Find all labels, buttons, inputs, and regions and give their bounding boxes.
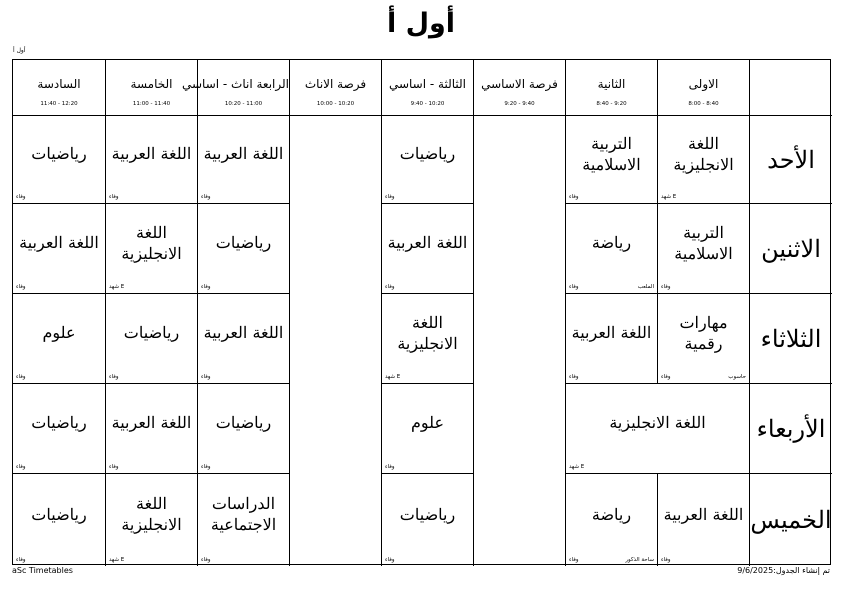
lesson-cell: [197, 383, 289, 473]
period-header: [381, 60, 473, 115]
break-cell: [473, 293, 565, 383]
lesson-subject: اللغة الانجليزية: [121, 222, 182, 263]
break-cell: [473, 203, 565, 293]
lesson-teacher: وفاء: [109, 194, 119, 200]
break-cell: [473, 473, 565, 566]
period-time: 10:20 - 11:00: [224, 101, 263, 107]
lesson-cell: [565, 383, 749, 473]
period-name: الثالثة - اساسي: [388, 77, 467, 91]
lesson-subject: رياضيات: [31, 144, 87, 164]
lesson-subject: اللغة العربية: [387, 233, 468, 253]
lesson-teacher: E شهد: [385, 374, 401, 380]
lesson-teacher: E شهد: [661, 194, 677, 200]
lesson-teacher: وفاء: [201, 374, 211, 380]
lesson-subject: اللغة العربية: [203, 144, 284, 164]
break-cell: [289, 293, 381, 383]
lesson-room: الملعب: [637, 284, 654, 290]
break-cell: [289, 203, 381, 293]
break-cell: [473, 383, 565, 473]
lesson-teacher: وفاء: [201, 464, 211, 470]
lesson-cell: [105, 383, 197, 473]
lesson-cell: [197, 203, 289, 293]
period-time: 11:40 - 12:20: [40, 101, 78, 107]
lesson-teacher: وفاء: [16, 557, 26, 563]
lesson-cell: [13, 203, 105, 293]
lesson-cell: [565, 473, 657, 566]
lesson-teacher: وفاء: [661, 557, 671, 563]
lesson-subject: التربية الاسلامية: [674, 222, 733, 263]
lesson-subject: اللغة الانجليزية: [121, 494, 182, 534]
lesson-subject: علوم: [411, 413, 445, 433]
lesson-teacher: وفاء: [569, 194, 579, 200]
lesson-subject: علوم: [42, 323, 76, 343]
period-name: السادسة: [37, 77, 81, 91]
lesson-cell: [105, 203, 197, 293]
period-time: 8:00 - 8:40: [688, 101, 719, 107]
lesson-room: حاسوب: [728, 374, 746, 380]
lesson-cell: [565, 293, 657, 383]
lesson-cell: [105, 473, 197, 566]
lesson-teacher: E شهد: [109, 557, 125, 563]
lesson-subject: اللغة الانجليزية: [609, 413, 706, 433]
lesson-cell: [105, 115, 197, 203]
lesson-subject: اللغة العربية: [663, 504, 744, 524]
day-header: [749, 115, 832, 203]
lesson-subject: رياضة: [591, 233, 632, 253]
period-header: [289, 60, 381, 115]
period-name: الثانية: [597, 77, 626, 91]
lesson-subject: اللغة العربية: [203, 323, 284, 343]
lesson-subject: التربية الاسلامية: [582, 133, 641, 174]
day-header: [749, 473, 832, 566]
lesson-teacher: وفاء: [661, 284, 671, 290]
period-header: [473, 60, 565, 115]
lesson-cell: [13, 293, 105, 383]
lesson-cell: [381, 473, 473, 566]
page-title: أول أ: [386, 8, 456, 39]
lesson-teacher: وفاء: [569, 284, 579, 290]
lesson-teacher: وفاء: [109, 374, 119, 380]
lesson-subject: اللغة الانجليزية: [397, 312, 458, 353]
lesson-subject: اللغة العربية: [19, 233, 99, 253]
lesson-cell: [381, 203, 473, 293]
lesson-cell: [197, 115, 289, 203]
lesson-subject: رياضيات: [215, 233, 272, 253]
lesson-cell: [381, 293, 473, 383]
lesson-subject: الدراسات الاجتماعية: [210, 494, 277, 534]
lesson-subject: اللغة الانجليزية: [673, 133, 734, 174]
period-time: 9:40 - 10:20: [410, 101, 445, 107]
lesson-teacher: وفاء: [16, 194, 26, 200]
lesson-subject: مهارات رقمية: [679, 312, 728, 353]
lesson-subject: رياضيات: [399, 504, 456, 524]
day-header: [749, 293, 832, 383]
break-cell: [289, 383, 381, 473]
lesson-teacher: وفاء: [385, 464, 395, 470]
period-name: الخامسة: [130, 77, 173, 91]
period-time: 10:00 - 10:20: [316, 101, 355, 107]
class-label: أول أ: [13, 47, 26, 54]
lesson-teacher: وفاء: [16, 284, 26, 290]
period-name: فرصة الاناث: [304, 77, 367, 91]
lesson-subject: رياضيات: [399, 144, 456, 164]
lesson-subject: اللغة العربية: [111, 144, 192, 164]
lesson-teacher: وفاء: [201, 557, 211, 563]
footer-left: aSc Timetables: [12, 566, 73, 575]
day-name: الخميس: [750, 506, 832, 534]
corner-cell: [749, 60, 832, 115]
lesson-teacher: وفاء: [661, 374, 671, 380]
lesson-subject: اللغة العربية: [571, 323, 652, 343]
day-name: الأحد: [767, 145, 815, 174]
period-header: [105, 60, 197, 115]
period-time: 8:40 - 9:20: [596, 101, 627, 107]
break-cell: [473, 115, 565, 203]
lesson-subject: اللغة العربية: [111, 413, 192, 433]
lesson-teacher: وفاء: [385, 557, 395, 563]
period-header: [565, 60, 657, 115]
lesson-room: ساحة الذكور: [625, 557, 654, 563]
lesson-teacher: وفاء: [16, 464, 26, 470]
lesson-cell: [381, 115, 473, 203]
day-name: الاثنين: [761, 234, 821, 263]
period-name: الرابعة اناث - اساسي: [181, 77, 289, 91]
lesson-teacher: وفاء: [201, 194, 211, 200]
lesson-subject: رياضيات: [31, 504, 87, 524]
break-cell: [289, 115, 381, 203]
lesson-teacher: E شهد: [109, 284, 125, 290]
lesson-teacher: وفاء: [109, 464, 119, 470]
lesson-teacher: وفاء: [569, 557, 579, 563]
lesson-teacher: وفاء: [385, 194, 395, 200]
lesson-cell: [197, 473, 289, 566]
period-time: 9:20 - 9:40: [504, 101, 535, 107]
lesson-teacher: E شهد: [569, 464, 585, 470]
lesson-cell: [657, 115, 749, 203]
lesson-cell: [657, 203, 749, 293]
period-time: 11:00 - 11:40: [132, 101, 171, 107]
lesson-teacher: وفاء: [385, 284, 395, 290]
lesson-cell: [197, 293, 289, 383]
day-name: الأربعاء: [756, 414, 826, 443]
lesson-teacher: وفاء: [569, 374, 579, 380]
lesson-cell: [657, 473, 749, 566]
period-header: [181, 60, 289, 115]
lesson-subject: رياضيات: [31, 413, 87, 433]
period-header: [657, 60, 749, 115]
period-name: فرصة الاساسي: [481, 77, 558, 91]
lesson-subject: رياضيات: [123, 323, 180, 343]
lesson-cell: [565, 203, 657, 293]
lesson-cell: [13, 473, 105, 566]
lesson-cell: [565, 115, 657, 203]
lesson-cell: [13, 115, 105, 203]
break-cell: [289, 473, 381, 566]
timetable-grid: [12, 59, 831, 565]
lesson-teacher: وفاء: [16, 374, 26, 380]
footer-right: تم إنشاء الجدول:9/6/2025: [737, 566, 830, 575]
lesson-cell: [105, 293, 197, 383]
lesson-cell: [381, 383, 473, 473]
lesson-subject: رياضيات: [215, 413, 272, 433]
day-header: [749, 203, 832, 293]
lesson-teacher: وفاء: [201, 284, 211, 290]
lesson-subject: رياضة: [591, 504, 632, 524]
day-name: الثلاثاء: [760, 324, 822, 353]
day-header: [749, 383, 832, 473]
lesson-cell: [13, 383, 105, 473]
lesson-cell: [657, 293, 749, 383]
period-name: الاولى: [688, 77, 719, 91]
period-header: [13, 60, 105, 115]
